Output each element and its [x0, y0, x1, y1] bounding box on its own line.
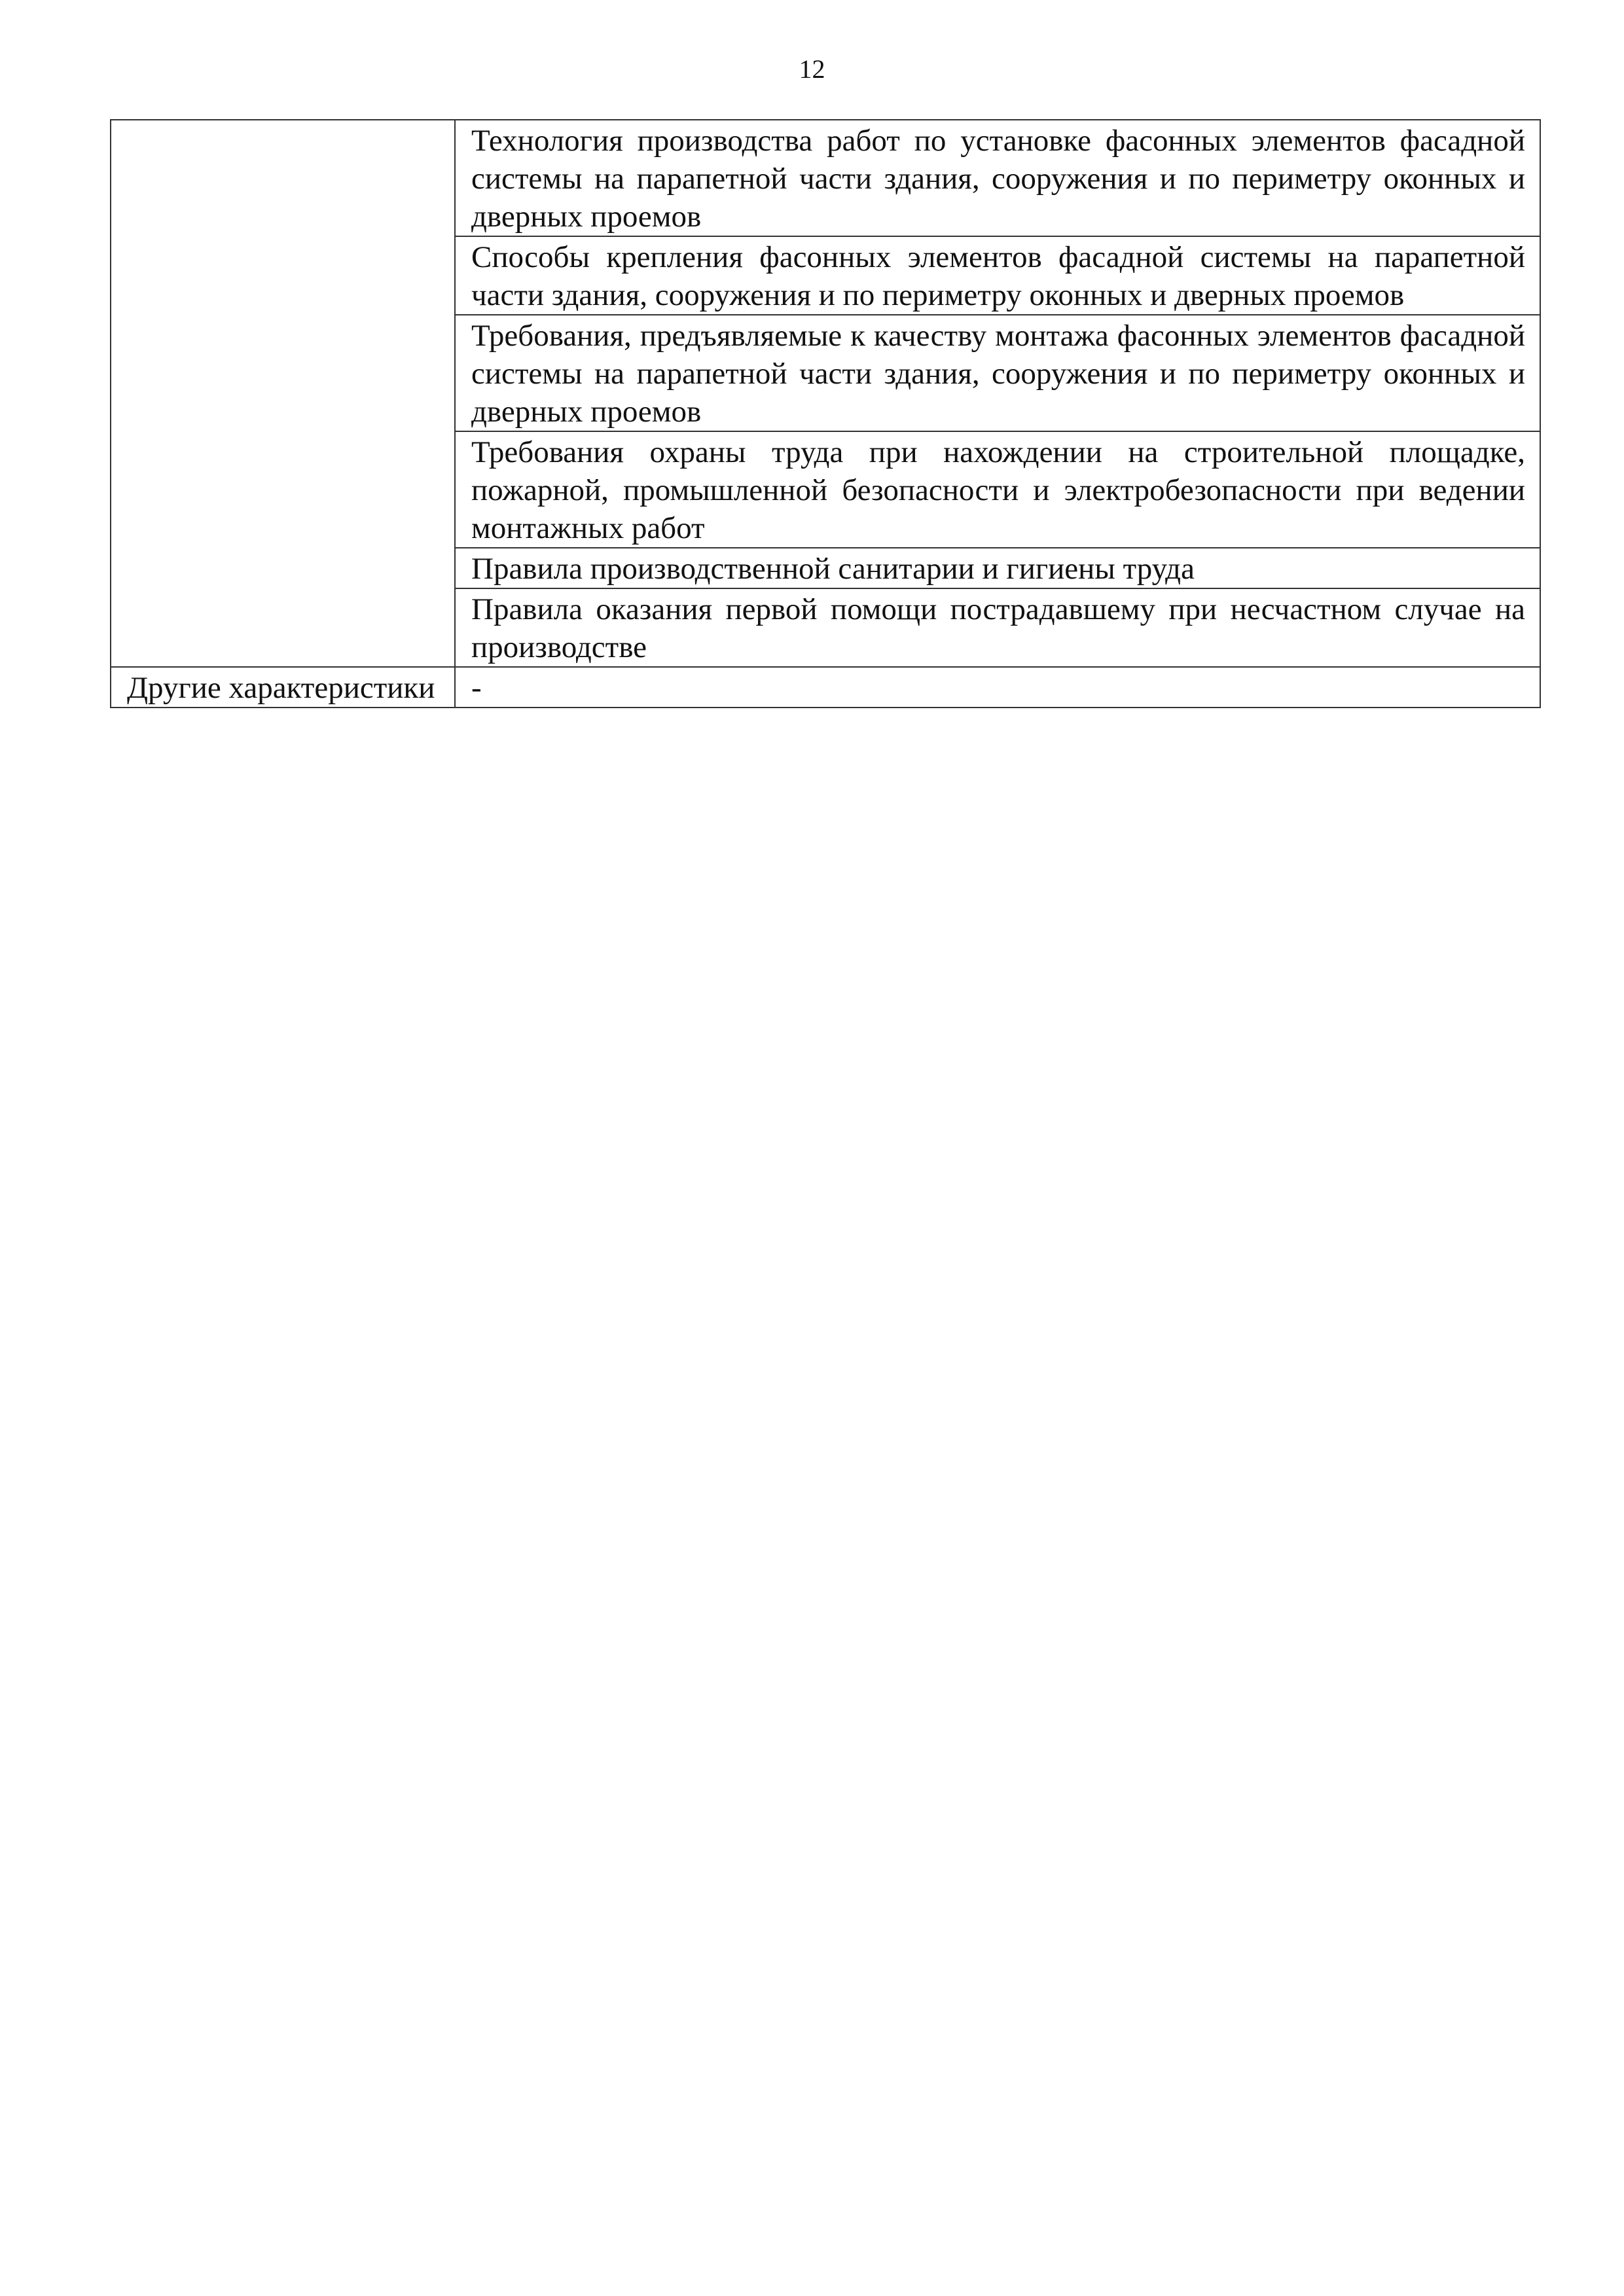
- requirements-table: [110, 119, 1541, 708]
- table-cell: [455, 315, 1540, 431]
- table-cell: [455, 120, 1540, 236]
- table-cell: [455, 667, 1540, 708]
- other-characteristics-label: Другие характеристики: [127, 671, 435, 705]
- requirement-text: Требования охраны труда при нахождении на строительной площадке, пожарной, промышленной безопасности и электробезопасности при ведении монтажных работ: [471, 435, 1525, 545]
- table-row: [111, 120, 1540, 236]
- other-characteristics-value: -: [471, 671, 482, 705]
- table-cell: [455, 236, 1540, 315]
- table-row-other: [111, 667, 1540, 708]
- page-number: 12: [799, 54, 825, 84]
- table-cell-label: [111, 667, 455, 708]
- requirement-text: Правила производственной санитарии и гигиены труда: [471, 552, 1195, 586]
- table-cell: [455, 548, 1540, 588]
- requirement-text: Технология производства работ по установке фасонных элементов фасадной системы на парапетной части здания, сооружения и по периметру оконных и дверных проемов: [471, 124, 1525, 234]
- table-cell: [455, 431, 1540, 548]
- requirement-text: Способы крепления фасонных элементов фасадной системы на парапетной части здания, сооружения и по периметру оконных и дверных проемов: [471, 240, 1525, 312]
- table-cell-empty-label: [111, 120, 455, 667]
- requirement-text: Правила оказания первой помощи пострадавшему при несчастном случае на производстве: [471, 592, 1525, 664]
- requirement-text: Требования, предъявляемые к качеству монтажа фасонных элементов фасадной системы на парапетной части здания, сооружения и по периметру оконных и дверных проемов: [471, 319, 1525, 429]
- table-cell: [455, 588, 1540, 667]
